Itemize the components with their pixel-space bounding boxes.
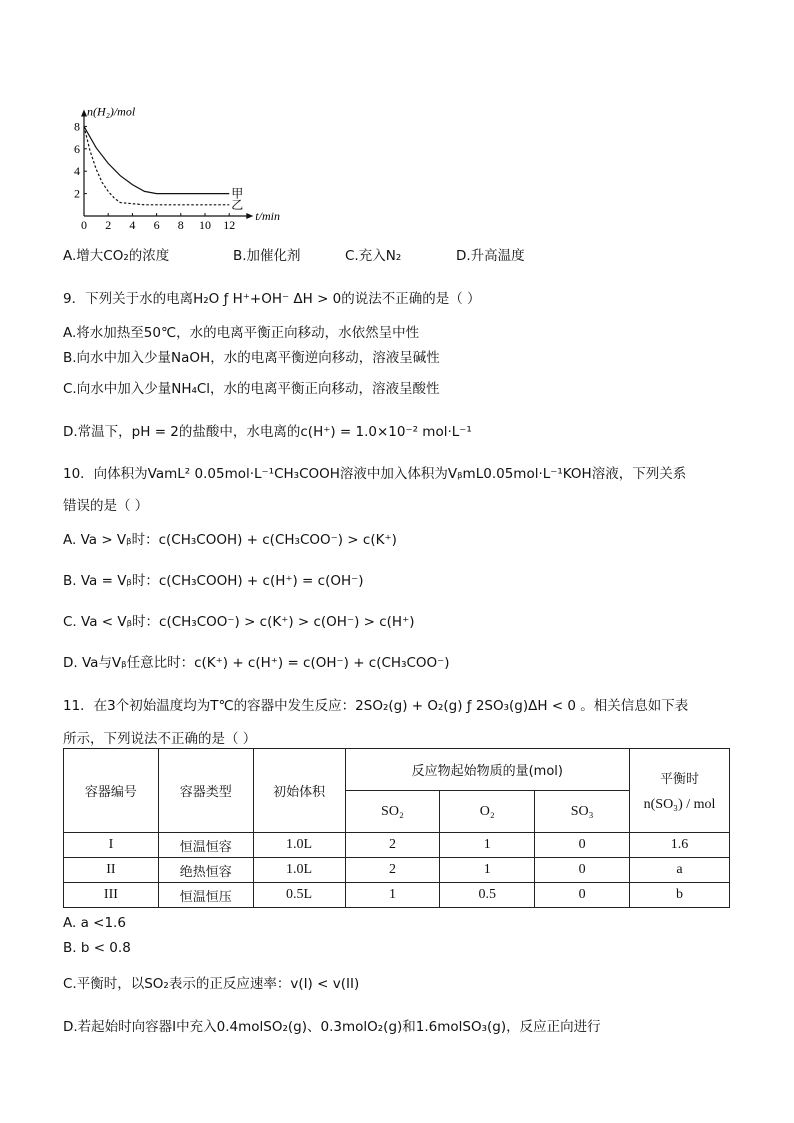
series-label-1: 甲 bbox=[231, 186, 244, 201]
cell-volume: 1.0L bbox=[253, 858, 345, 883]
cell-volume: 1.0L bbox=[253, 833, 345, 858]
q10-option-d: D. Va与Vᵦ任意比时：c(K⁺) + c(H⁺) = c(OH⁻) + c(CH₃COO⁻) bbox=[63, 655, 450, 671]
q9-option-a: A.将水加热至50℃，水的电离平衡正向移动，水依然呈中性 bbox=[63, 325, 420, 341]
y-axis-label: n(H₂)/mol bbox=[87, 104, 136, 119]
x-tick-label: 10 bbox=[199, 218, 211, 230]
cell-id: II bbox=[64, 858, 159, 883]
q10-option-a: A. Va > Vᵦ时：c(CH₃COOH) + c(CH₃COO⁻) > c(K⁺) bbox=[63, 532, 397, 548]
th-o2: O₂ bbox=[440, 791, 535, 833]
cell-so2: 2 bbox=[345, 858, 440, 883]
th-eq-line1: 平衡时 bbox=[660, 772, 700, 787]
th-so3: SO₃ bbox=[535, 791, 630, 833]
cell-o2: 0.5 bbox=[440, 883, 535, 908]
cell-eq: b bbox=[630, 883, 730, 908]
cell-so3: 0 bbox=[535, 858, 630, 883]
q11-option-a: A. a <1.6 bbox=[63, 915, 126, 931]
cell-so2: 2 bbox=[345, 833, 440, 858]
y-tick-label: 6 bbox=[74, 141, 80, 156]
q11-option-c: C.平衡时，以SO₂表示的正反应速率：v(I) < v(II) bbox=[63, 976, 360, 992]
th-container-type: 容器类型 bbox=[158, 749, 253, 833]
th-equilibrium bbox=[630, 749, 730, 833]
q11-option-b: B. b < 0.8 bbox=[63, 940, 131, 956]
cell-type: 绝热恒容 bbox=[158, 858, 253, 883]
table-row bbox=[64, 883, 730, 908]
series-line-1 bbox=[84, 126, 229, 193]
q9-option-b: B.向水中加入少量NaOH，水的电离平衡逆向移动，溶液呈碱性 bbox=[63, 350, 440, 366]
q11-stem-line1: 11．在3个初始温度均为T℃的容器中发生反应：2SO₂(g) + O₂(g) ƒ 2SO₃(g)ΔH < 0 。相关信息如下表 bbox=[63, 698, 689, 714]
q8-option-c: C.充入N₂ bbox=[345, 248, 402, 264]
th-so2: SO₂ bbox=[345, 791, 440, 833]
q8-option-a: A.增大CO₂的浓度 bbox=[63, 248, 170, 264]
q8-options bbox=[63, 244, 525, 264]
cell-type: 恒温恒容 bbox=[158, 833, 253, 858]
th-eq-line2: n(SO₃) / mol bbox=[643, 797, 716, 812]
x-tick-label: 12 bbox=[223, 218, 236, 230]
x-axis-arrow bbox=[246, 213, 253, 219]
q10-option-c: C. Va < Vᵦ时：c(CH₃COO⁻) > c(K⁺) > c(OH⁻) > c(H⁺) bbox=[63, 614, 415, 630]
q10-option-b: B. Va = Vᵦ时：c(CH₃COOH) + c(H⁺) = c(OH⁻) bbox=[63, 573, 364, 589]
q8-option-b: B.加催化剂 bbox=[233, 248, 301, 264]
cell-type: 恒温恒压 bbox=[158, 883, 253, 908]
y-tick-label: 2 bbox=[74, 186, 80, 201]
y-tick-label: 8 bbox=[74, 119, 80, 134]
h2-amount-chart bbox=[60, 90, 290, 230]
th-container-id: 容器编号 bbox=[64, 749, 159, 833]
cell-eq: a bbox=[630, 858, 730, 883]
th-initial-amount: 反应物起始物质的量(mol) bbox=[345, 749, 630, 791]
x-tick-label: 6 bbox=[153, 218, 160, 230]
cell-so3: 0 bbox=[535, 883, 630, 908]
th-initial-volume: 初始体积 bbox=[253, 749, 345, 833]
q10-stem-line2: 错误的是（ ） bbox=[63, 498, 149, 514]
y-tick-label: 4 bbox=[74, 164, 80, 179]
x-tick-label: 0 bbox=[81, 218, 87, 230]
table-row bbox=[64, 858, 730, 883]
cell-o2: 1 bbox=[440, 833, 535, 858]
cell-o2: 1 bbox=[440, 858, 535, 883]
q11-stem-line2: 所示，下列说法不正确的是（ ） bbox=[63, 731, 257, 747]
cell-so2: 1 bbox=[345, 883, 440, 908]
table-row bbox=[64, 833, 730, 858]
cell-id: III bbox=[64, 883, 159, 908]
x-tick-label: 2 bbox=[105, 218, 112, 230]
series-label-2: 乙 bbox=[231, 197, 244, 212]
q11-option-d: D.若起始时向容器I中充入0.4molSO₂(g)、0.3molO₂(g)和1.6molSO₃(g)，反应正向进行 bbox=[63, 1019, 601, 1035]
x-tick-label: 4 bbox=[129, 218, 136, 230]
cell-volume: 0.5L bbox=[253, 883, 345, 908]
x-axis-label: t/min bbox=[255, 209, 280, 223]
x-tick-label: 8 bbox=[177, 218, 184, 230]
q9-option-d: D.常温下，pH = 2的盐酸中，水电离的c(H⁺) = 1.0×10⁻² mol·L⁻¹ bbox=[63, 424, 472, 440]
q9-option-c: C.向水中加入少量NH₄Cl，水的电离平衡正向移动，溶液呈酸性 bbox=[63, 381, 440, 397]
q8-option-d: D.升高温度 bbox=[456, 248, 525, 264]
q10-stem-line1: 10．向体积为VamL² 0.05mol·L⁻¹CH₃COOH溶液中加入体积为VᵦmL0.05mol·L⁻¹KOH溶液，下列关系 bbox=[63, 466, 687, 482]
cell-so3: 0 bbox=[535, 833, 630, 858]
cell-id: I bbox=[64, 833, 159, 858]
q11-table bbox=[63, 748, 730, 908]
cell-eq: 1.6 bbox=[630, 833, 730, 858]
q9-stem: 9．下列关于水的电离H₂O ƒ H⁺+OH⁻ ΔH > 0的说法不正确的是（ ） bbox=[63, 291, 481, 307]
